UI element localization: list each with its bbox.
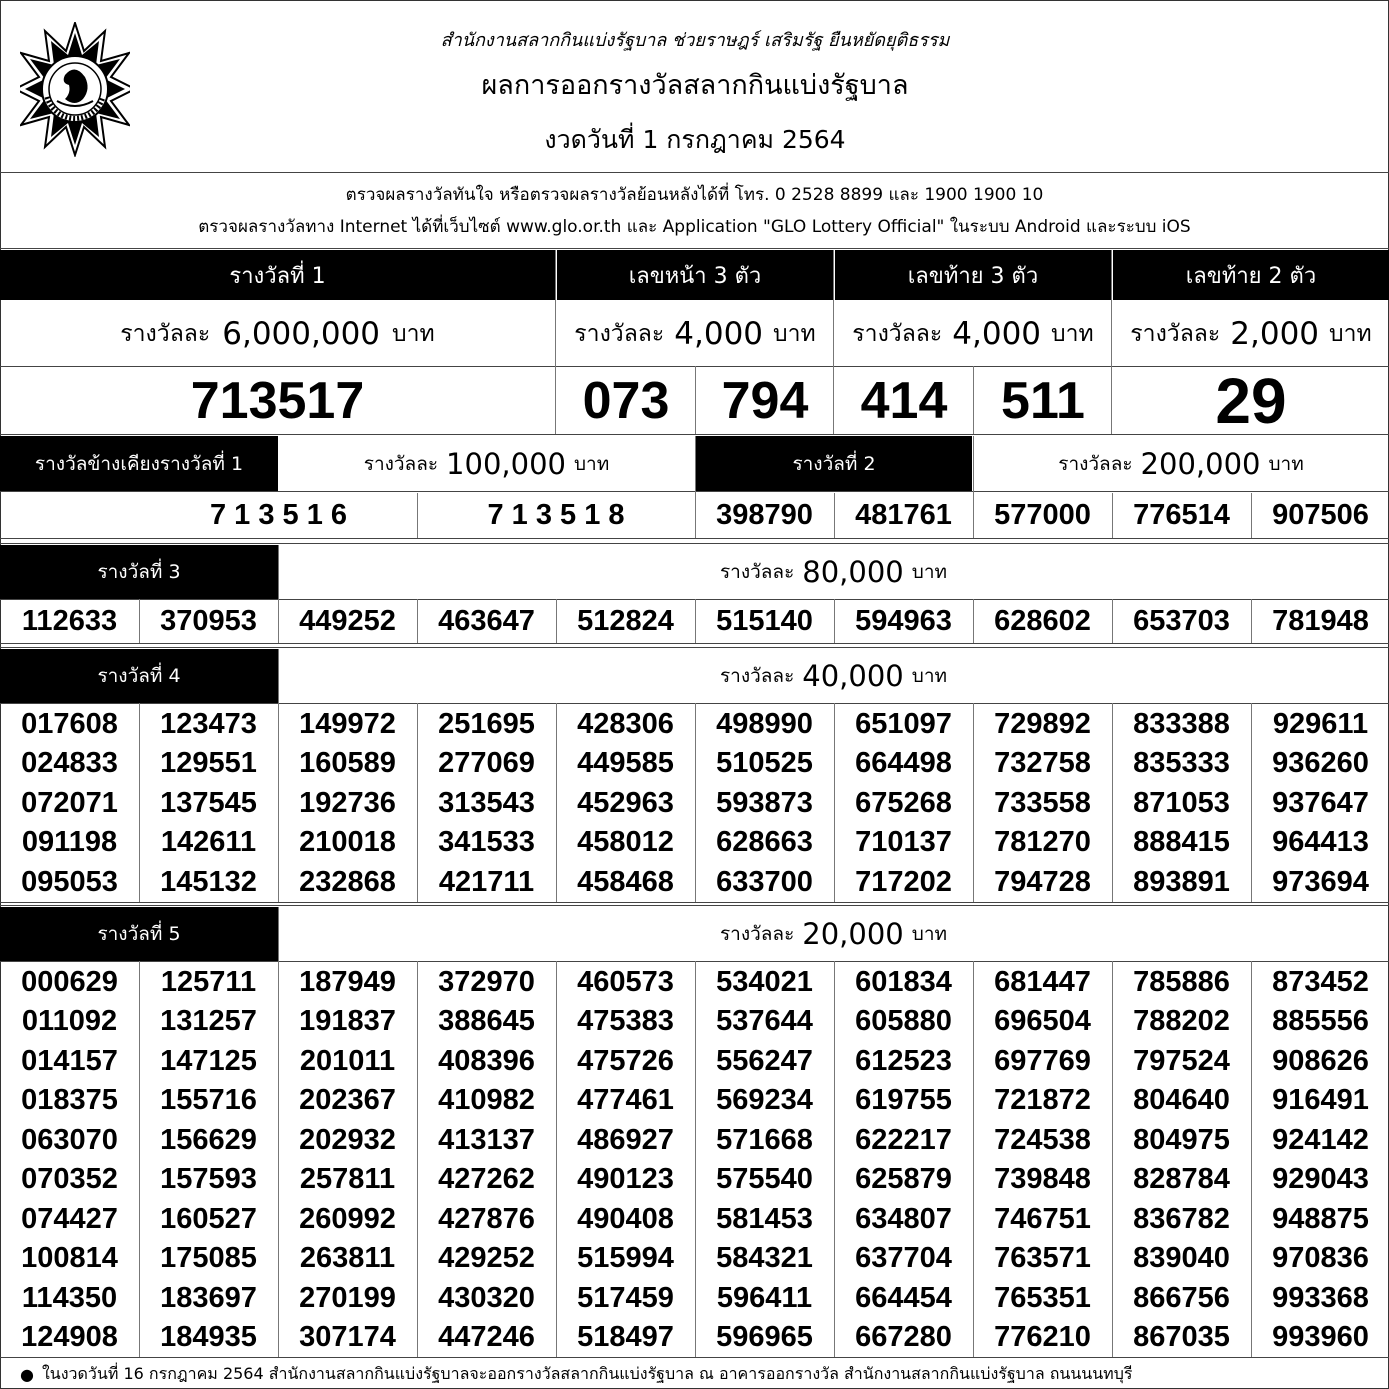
prize-number: 664454 [855,1281,952,1314]
prize-number: 970836 [1272,1242,1369,1274]
prize-number: 929043 [1272,1163,1369,1195]
divider [278,907,279,961]
divider [417,703,418,902]
prize-number: 313543 [438,786,535,819]
amount-prefix: รางวัลละ [1058,452,1133,475]
last3-header: เลขท้าย 3 ตัว [835,250,1111,300]
prize-number: 428306 [577,707,674,740]
divider [556,703,557,902]
prize-number: 149972 [299,707,396,740]
divider [139,703,140,902]
prize-number: 063070 [21,1123,118,1156]
prize-number: 142611 [160,826,257,859]
prize-number: 732758 [994,747,1091,780]
divider [0,434,1389,435]
prize-number: 721872 [994,1084,1091,1116]
prize-number: 634807 [855,1202,952,1235]
glo-seal-logo [20,22,130,157]
prize-number: 581453 [716,1202,813,1235]
amount-value: 4,000 [952,316,1042,352]
divider [695,961,696,1357]
divider [1112,961,1113,1357]
prize-number: 916491 [1272,1084,1369,1116]
prize-number: 131257 [160,1005,257,1037]
footer-text: ในงวดวันที่ 16 กรกฎาคม 2564 สำนักงานสลากกินแบ่งรัฐบาลจะออกรางวัลสลากกินแบ่งรัฐบาล ณ อาคารออกรางวัล สำนักงานสลากกินแบ่งรัฐบาล ถนนนนทบุรี [41,1363,1133,1383]
check-phone-info: ตรวจผลรางวัลทันใจ หรือตรวจผลรางวัลย้อนหลังได้ที่ โทร. 0 2528 8899 และ 1900 1900 10 [345,184,1044,205]
divider [0,905,1389,906]
prize-number: 794728 [994,865,1091,898]
last2-amount [1113,302,1389,366]
prize-number: 430320 [438,1281,535,1314]
prize-number: 601834 [855,965,952,998]
front3-number-2: 794 [721,372,809,430]
prize-number: 653703 [1133,604,1230,637]
prize-number: 867035 [1133,1321,1230,1353]
prize-number: 449585 [577,747,674,780]
prize-number: 137545 [160,786,257,819]
amount-unit: บาท [1051,321,1094,347]
divider [834,961,835,1357]
prize-number: 908626 [1272,1044,1369,1077]
prize-number: 993960 [1272,1321,1369,1353]
prize-number: 835333 [1133,747,1230,780]
prize-number: 937647 [1272,786,1369,819]
prize-number: 785886 [1133,965,1230,998]
prize-number: 637704 [855,1242,952,1274]
prize-number: 512824 [577,604,674,637]
prize-number: 625879 [855,1163,952,1195]
prize-number: 413137 [438,1123,535,1156]
prize-number: 973694 [1272,865,1369,898]
prize-number: 458012 [577,826,674,859]
divider [0,1357,1389,1358]
last3-amount [835,302,1111,366]
second-prize-header: รางวัลที่ 2 [696,436,972,491]
prize-number: 594963 [855,604,952,637]
prize-number: 427876 [438,1202,535,1235]
amount-prefix: รางวัลละ [719,923,795,945]
prize-number: 475383 [577,1005,674,1037]
first-prize-number: 713517 [190,372,365,430]
prize-number: 341533 [438,826,535,859]
divider [0,902,1389,903]
last3-number-1: 414 [860,372,948,430]
amount-prefix: รางวัลละ [1130,321,1221,347]
fourth-prize-header: รางวัลที่ 4 [0,649,278,703]
prize-number: 871053 [1133,786,1230,819]
prize-number: 408396 [438,1044,535,1077]
divider [695,703,696,902]
prize-number: 490408 [577,1202,674,1235]
prize-number: 018375 [21,1084,118,1116]
divider [0,647,1389,648]
prize-number: 833388 [1133,707,1230,740]
last3-number-2: 511 [1001,372,1085,430]
prize-number: 091198 [21,826,118,859]
prize-number: 888415 [1133,826,1230,859]
prize-number: 804975 [1133,1123,1230,1156]
prize-number: 717202 [855,865,952,898]
prize-number: 651097 [855,707,952,740]
prize-number: 011092 [21,1005,118,1037]
prize-number: 486927 [577,1123,674,1156]
third-prize-header: รางวัลที่ 3 [0,545,278,599]
divider [833,250,834,434]
prize-number: 804640 [1133,1084,1230,1116]
prize-number: 605880 [855,1005,952,1037]
divider [973,366,974,434]
divider [0,543,1389,544]
prize-number: 125711 [160,965,257,998]
prize-number: 398790 [716,499,813,531]
prize-number: 147125 [160,1044,257,1077]
prize-number: 633700 [716,865,813,898]
divider [278,703,279,902]
prize-number: 907506 [1272,499,1369,531]
prize-number: 593873 [716,786,813,819]
front3-amount [557,302,833,366]
prize-number: 628602 [994,604,1091,637]
prize-number: 157593 [160,1163,257,1195]
prize-number: 948875 [1272,1202,1369,1235]
amount-unit: บาท [1329,321,1372,347]
prize-number: 410982 [438,1084,535,1116]
prize-number: 537644 [716,1005,813,1037]
amount-unit: บาท [573,452,610,475]
last2-header: เลขท้าย 2 ตัว [1113,250,1389,300]
amount-value: 20,000 [802,917,904,951]
prize-number: 534021 [716,965,813,998]
divider [973,961,974,1357]
divider [0,248,1389,249]
divider [278,961,279,1357]
prize-number: 260992 [299,1202,396,1235]
prize-number: 145132 [160,865,257,898]
divider [1112,493,1113,538]
prize-number: 202932 [299,1123,396,1156]
last2-number: 29 [1215,365,1287,437]
prize-number: 776514 [1133,499,1230,531]
amount-unit: บาท [392,321,435,347]
prize-number: 427262 [438,1163,535,1195]
prize-number: 388645 [438,1005,535,1037]
amount-unit: บาท [911,561,948,583]
prize-number: 192736 [299,786,396,819]
prize-number: 100814 [21,1242,118,1274]
amount-value: 2,000 [1230,316,1320,352]
amount-value: 40,000 [802,659,904,693]
prize-number: 452963 [577,786,674,819]
prize-number: 993368 [1272,1281,1369,1314]
divider [139,599,140,643]
prize-number: 072071 [21,786,118,819]
prize-number: 681447 [994,965,1091,998]
prize-number: 000629 [21,965,118,998]
divider [973,703,974,902]
prize-number: 628663 [716,826,813,859]
divider [695,366,696,434]
near-first-number-2: 7 1 3 5 1 8 [487,499,625,531]
prize-number: 839040 [1133,1242,1230,1274]
prize-number: 739848 [994,1163,1091,1195]
prize-number: 619755 [855,1084,952,1116]
divider [417,599,418,643]
prize-number: 307174 [299,1321,396,1353]
prize-number: 612523 [855,1044,952,1077]
prize-number: 724538 [994,1123,1091,1156]
divider [417,961,418,1357]
prize-number: 370953 [160,604,257,637]
divider [0,643,1389,644]
amount-unit: บาท [1268,452,1304,475]
prize-number: 429252 [438,1242,535,1274]
prize-number: 112633 [21,604,118,637]
divider [139,961,140,1357]
amount-unit: บาท [773,321,816,347]
prize-number: 257811 [299,1163,396,1195]
prize-number: 515140 [716,604,813,637]
amount-value: 4,000 [674,316,764,352]
divider [556,961,557,1357]
prize-number: 202367 [299,1084,396,1116]
prize-number: 556247 [716,1044,813,1077]
prize-number: 114350 [21,1281,118,1314]
divider [834,599,835,643]
prize-number: 664498 [855,747,952,780]
amount-value: 200,000 [1140,446,1261,481]
prize-number: 729892 [994,707,1091,740]
prize-number: 596411 [716,1281,813,1314]
prize-number: 518497 [577,1321,674,1353]
prize-number: 270199 [299,1281,396,1314]
divider [556,599,557,643]
prize-number: 781948 [1272,604,1369,637]
prize-number: 696504 [994,1005,1091,1037]
prize-number: 866756 [1133,1281,1230,1314]
org-motto: สำนักงานสลากกินแบ่งรัฐบาล ช่วยราษฎร์ เสริมรัฐ ยืนหยัดยุติธรรม [440,29,950,51]
divider [0,538,1389,539]
prize-number: 014157 [21,1044,118,1077]
divider [834,493,835,538]
divider [1251,703,1252,902]
prize-number: 510525 [716,747,813,780]
prize-number: 447246 [438,1321,535,1353]
prize-number: 622217 [855,1123,952,1156]
divider [1111,250,1112,434]
second-prize-amount [973,436,1389,491]
divider [278,649,279,703]
prize-number: 893891 [1133,865,1230,898]
check-web-info: ตรวจผลรางวัลทาง Internet ได้ที่เว็บไซต์ www.glo.or.th และ Application "GLO Lottery Official" ในระบบ Android และระบบ iOS [198,216,1191,237]
prize-number: 024833 [21,747,118,780]
prize-number: 074427 [21,1202,118,1235]
prize-number: 788202 [1133,1005,1230,1037]
page-title: ผลการออกรางวัลสลากกินแบ่งรัฐบาล [481,69,909,101]
prize-number: 571668 [716,1123,813,1156]
prize-number: 160589 [299,747,396,780]
prize-number: 449252 [299,604,396,637]
divider [555,250,556,434]
prize-number: 765351 [994,1281,1091,1314]
fifth-prize-amount [278,907,1389,961]
prize-number: 232868 [299,865,396,898]
near-first-amount [278,436,695,491]
divider [1112,703,1113,902]
near-first-number-1: 7 1 3 5 1 6 [209,499,348,531]
prize-number: 776210 [994,1321,1091,1353]
prize-number: 885556 [1272,1005,1369,1037]
amount-prefix: รางวัลละ [852,321,943,347]
prize-number: 675268 [855,786,952,819]
amount-prefix: รางวัลละ [363,452,439,475]
prize-number: 201011 [299,1044,396,1077]
first-prize-header: รางวัลที่ 1 [0,250,555,300]
prize-number: 569234 [716,1084,813,1116]
prize-number: 781270 [994,826,1091,859]
prize-number: 836782 [1133,1202,1230,1235]
prize-number: 924142 [1272,1123,1369,1156]
prize-number: 517459 [577,1281,674,1314]
prize-number: 710137 [855,826,952,859]
fifth-prize-header: รางวัลที่ 5 [0,907,278,961]
prize-number: 263811 [299,1242,396,1274]
amount-unit: บาท [911,665,948,687]
prize-number: 175085 [160,1242,257,1274]
divider [973,599,974,643]
prize-number: 277069 [438,747,535,780]
prize-number: 477461 [577,1084,674,1116]
front3-header: เลขหน้า 3 ตัว [557,250,833,300]
prize-number: 584321 [716,1242,813,1274]
prize-number: 421711 [438,865,535,898]
prize-number: 156629 [160,1123,257,1156]
prize-number: 515994 [577,1242,674,1274]
divider [417,493,418,538]
near-first-header: รางวัลข้างเคียงรางวัลที่ 1 [0,436,278,491]
amount-value: 80,000 [802,555,904,589]
prize-number: 124908 [21,1321,118,1353]
amount-value: 100,000 [446,446,566,481]
prize-number: 184935 [160,1321,257,1353]
prize-number: 797524 [1133,1044,1230,1077]
prize-number: 372970 [438,965,535,998]
first-prize-amount [0,302,555,366]
divider [1251,961,1252,1357]
prize-number: 596965 [716,1321,813,1353]
prize-number: 155716 [160,1084,257,1116]
divider [0,172,1389,173]
third-prize-amount [278,545,1389,599]
prize-number: 460573 [577,965,674,998]
prize-number: 251695 [438,707,535,740]
prize-number: 191837 [299,1005,396,1037]
prize-number: 697769 [994,1044,1091,1077]
bullet-icon: ● [20,1364,34,1384]
draw-date: งวดวันที่ 1 กรกฎาคม 2564 [544,125,846,154]
prize-number: 481761 [855,499,952,531]
amount-prefix: รางวัลละ [719,665,795,687]
prize-number: 129551 [160,747,257,780]
amount-prefix: รางวัลละ [120,321,211,347]
prize-number: 873452 [1272,965,1369,998]
prize-number: 763571 [994,1242,1091,1274]
prize-number: 187949 [299,965,396,998]
prize-number: 490123 [577,1163,674,1195]
prize-number: 577000 [994,499,1091,531]
prize-number: 575540 [716,1163,813,1195]
divider [1251,493,1252,538]
prize-number: 210018 [299,826,396,859]
amount-unit: บาท [911,923,948,945]
footer-note [20,1361,1380,1387]
fourth-prize-amount [278,649,1389,703]
prize-number: 458468 [577,865,674,898]
divider [1251,599,1252,643]
prize-number: 964413 [1272,826,1369,859]
prize-number: 828784 [1133,1163,1230,1195]
prize-number: 160527 [160,1202,257,1235]
prize-number: 070352 [21,1163,118,1195]
prize-number: 929611 [1272,707,1369,740]
prize-number: 936260 [1272,747,1369,780]
divider [278,599,279,643]
prize-number: 475726 [577,1044,674,1077]
prize-number: 746751 [994,1202,1091,1235]
divider [695,599,696,643]
prize-number: 733558 [994,786,1091,819]
amount-value: 6,000,000 [222,316,381,352]
prize-number: 095053 [21,865,118,898]
divider [278,545,279,599]
prize-number: 667280 [855,1321,952,1353]
prize-number: 123473 [160,707,257,740]
divider [834,703,835,902]
prize-number: 017608 [21,707,118,740]
prize-number: 183697 [160,1281,257,1314]
amount-prefix: รางวัลละ [574,321,665,347]
prize-number: 463647 [438,604,535,637]
amount-prefix: รางวัลละ [719,561,795,583]
prize-number: 498990 [716,707,813,740]
divider [973,493,974,538]
front3-number-1: 073 [582,372,670,430]
divider [1112,599,1113,643]
